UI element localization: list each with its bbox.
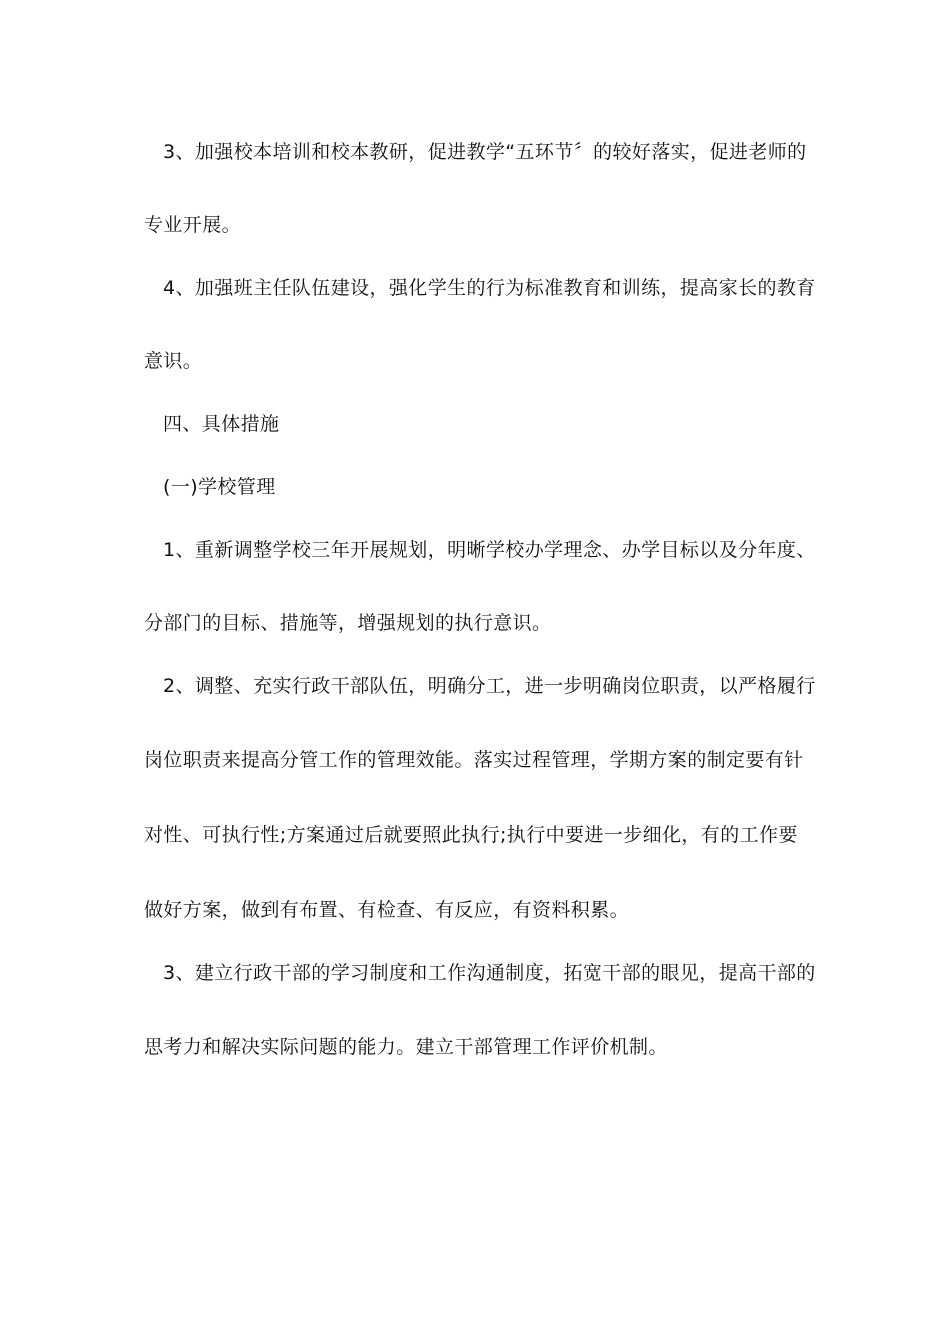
item-2-line-2: 岗位职责来提高分管工作的管理效能。落实过程管理，学期方案的制定要有针 [144, 749, 804, 771]
item-2-line-1: 2、调整、充实行政干部队伍，明确分工，进一步明确岗位职责，以严格履行 [163, 675, 816, 697]
item-3-line-2: 思考力和解决实际问题的能力。建立干部管理工作评价机制。 [144, 1036, 668, 1058]
item-3-line-1: 3、建立行政干部的学习制度和工作沟通制度，拓宽干部的眼见，提高干部的 [163, 962, 816, 984]
item-2-line-3: 对性、可执行性;方案通过后就要照此执行;执行中要进一步细化，有的工作要 [144, 824, 798, 846]
item-1-line-2: 分部门的目标、措施等，增强规划的执行意识。 [144, 612, 552, 634]
subsection-heading: (一)学校管理 [163, 476, 276, 498]
item-2-line-4: 做好方案，做到有布置、有检查、有反应，有资料积累。 [144, 899, 630, 921]
item-1-line-1: 1、重新调整学校三年开展规划，明晰学校办学理念、办学目标以及分年度、 [163, 539, 816, 561]
paragraph-4-line-2: 意识。 [144, 350, 203, 372]
paragraph-3-line-1: 3、加强校本培训和校本教研，促进教学“五环节〞的较好落实，促进老师的 [163, 141, 807, 163]
paragraph-3-line-2: 专业开展。 [144, 214, 242, 236]
paragraph-4-line-1: 4、加强班主任队伍建设，强化学生的行为标准教育和训练，提高家长的教育 [163, 277, 816, 299]
section-heading: 四、具体措施 [163, 413, 280, 435]
